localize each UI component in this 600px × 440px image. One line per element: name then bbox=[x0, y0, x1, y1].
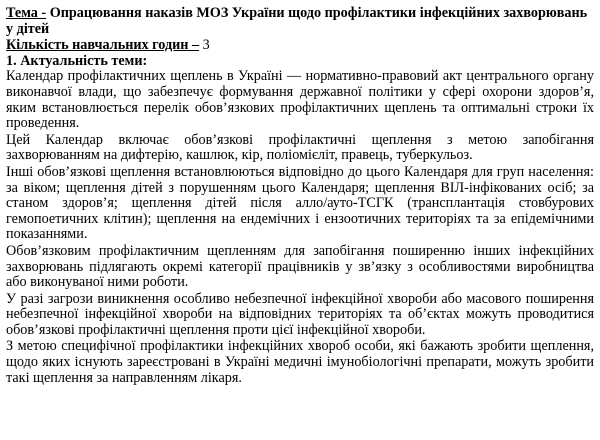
document-title bbox=[6, 6, 594, 37]
paragraph-voluntary-vaccinations: З метою специфічної профілактики інфекційних хвороб особи, які бажають зробити щеплення, щодо яких існують зареєстровані в Україні медичні імунобіологічні препарати, можуть зробити такі щеплення за направленням лікаря. bbox=[6, 338, 594, 386]
paragraph-workers-vaccinations: Обов’язковим профілактичним щепленням для запобігання поширенню інших інфекційних захворювань підлягають окремі категорії працівників у зв’язку з особливостями виробництва або виконуваної ними роботи. bbox=[6, 242, 594, 291]
paragraph-other-vaccinations: Інші обов’язкові щеплення встановлюються відповідно до цього Календаря для груп населення: за віком; щеплення дітей з порушенням цього Календаря; щеплення ВІЛ-інфікованих осіб; за станом здоров’я; щеплення дітей після алло/ауто-ТСГК (трансплантація стовбурових гемопоетичних клітин); щеплення на ендемічних і ензоотичних територіях та за епідемічними показаннями. bbox=[6, 163, 594, 243]
study-hours bbox=[6, 38, 594, 54]
title-label: Тема - bbox=[6, 5, 47, 21]
hours-label: Кількість навчальних годин – bbox=[6, 37, 200, 54]
paragraph-calendar-definition: Календар профілактичних щеплень в Україні — нормативно-правовий акт центрального органу виконавчої влади, що забезпечує формування державної політики у сфері охорони здоров’я, яким встановлюється перелік обов’язкових профілактичних щеплень та оптимальні строки їх проведення. bbox=[6, 68, 594, 132]
hours-value: 3 bbox=[199, 37, 210, 54]
paragraph-epidemic-threat: У разі загрози виникнення особливо небезпечної інфекційної хвороби або масового поширення небезпечної інфекційної хвороби на відповідних територіях та об’єктах можуть проводитися обов’язкові профілактичні щеплення проти цієї інфекційної хвороби. bbox=[6, 290, 594, 338]
title-text: Опрацювання наказів МОЗ України щодо профілактики інфекційних захворювань у дітей bbox=[6, 5, 588, 37]
section-heading: 1. Актуальність теми: bbox=[6, 52, 148, 69]
paragraph-calendar-diseases: Цей Календар включає обов’язкові профілактичні щеплення з метою запобігання захворюванням на дифтерію, кашлюк, кір, поліомієліт, правець, туберкульоз. bbox=[6, 131, 594, 164]
